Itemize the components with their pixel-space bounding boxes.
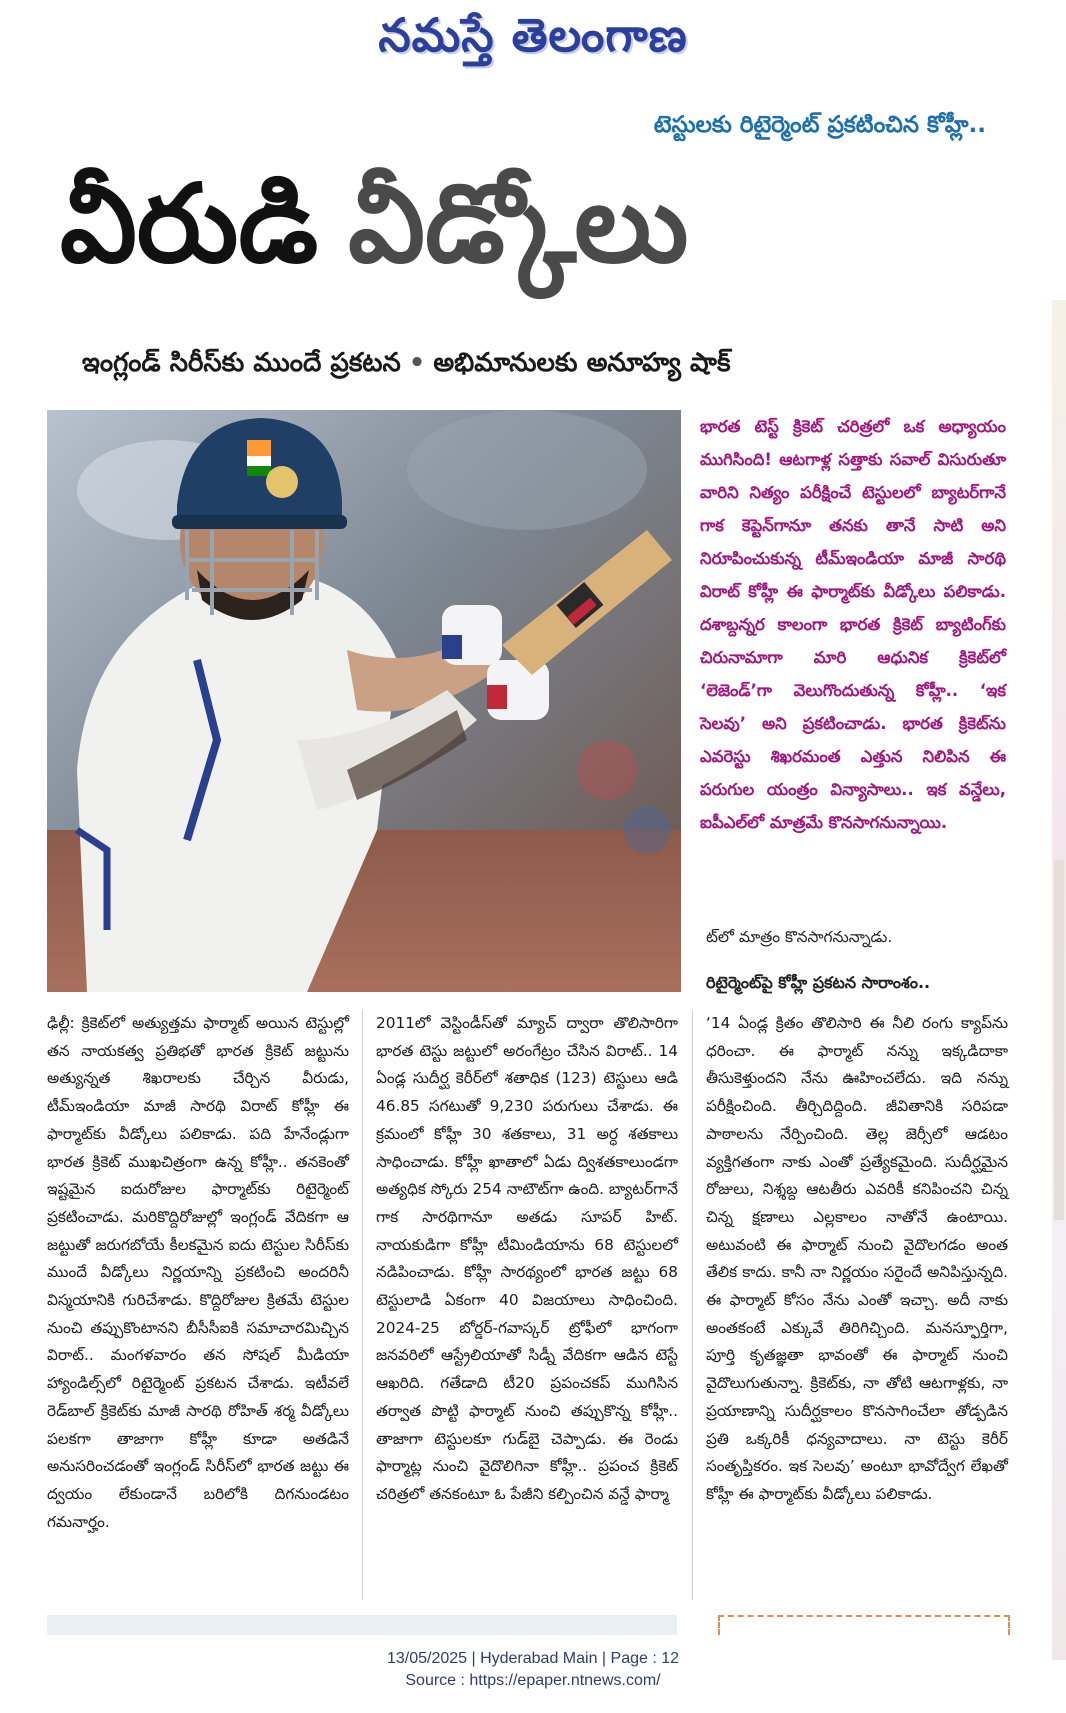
subhead-separator: •: [408, 348, 426, 378]
next-article-box: [718, 1615, 1010, 1635]
newspaper-logo: నమస్తే తెలంగాణ: [378, 8, 688, 62]
footer-date-page: 13/05/2025 | Hyderabad Main | Page : 12: [386, 1650, 680, 1667]
subhead-part-2: అభిమానులకు అనూహ్య షాక్: [433, 348, 731, 378]
subhead-part-1: ఇంగ్లండ్ సిరీస్‌కు ముందే ప్రకటన: [82, 348, 401, 378]
adjacent-page-edge: [1052, 300, 1066, 1660]
paragraph: 2011లో వెస్టిండీస్‌తో మ్యాచ్ ద్వారా తొలిసారిగా భారత టెస్టు జట్టులో అరంగేట్రం చేసిన విరాట్.. 14 ఏండ్ల సుదీర్ఘ కెరీర్‌లో శతాధిక (123) టెస్టులు ఆడి 46.85 సగటుతో 9,230 పరుగులు చేశాడు. ఈ క్రమంలో కోహ్లీ 30 శతకాలు, 31 అర్ధ శతకాలు సాధించాడు. కోహ్లీ ఖాతాలో ఏడు ద్విశతకాలుండగా అత్యధిక స్కోరు 254 నాటౌట్‌గా ఉంది. బ్యాటర్‌గానే గాక సారథిగానూ అతడు సూపర్ హిట్. నాయకుడిగా కోహ్లీ టీమిండియాను 68 టెస్టులలో నడిపించాడు. కోహ్లీ సారథ్యంలో భారత జట్టు 68 టెస్టులాడి ఏకంగా 40 విజయాలు సాధించింది. 2024-25 బోర్డర్-గవాస్కర్ ట్రోఫీలో భాగంగా జనవరిలో ఆస్ట్రేలియాతో సిడ్నీ వేదికగా ఆడిన టెస్టే ఆఖరిది. గతేడాది టీ20 ప్రపంచకప్ ముగిసిన తర్వాత పొట్టి ఫార్మాట్ నుంచి తప్పుకొన్న కోహ్లీ.. తాజాగా టెస్టులకూ గుడ్‌బై చెప్పాడు. ఈ రెండు ఫార్మాట్ల నుంచి వైదొలిగినా కోహ్లీ.. ప్రపంచ క్రికెట్ చరిత్రలో తనకంటూ ఓ పేజీని కల్పించిన వన్డే ఫార్మా: [376, 1014, 678, 1503]
masthead: [0, 0, 1066, 80]
paragraph: ఢిల్లీ: క్రికెట్‌లో అత్యుత్తమ ఫార్మాట్ అయిన టెస్టుల్లో తన నాయకత్వ ప్రతిభతో భారత క్రికెట్ జట్టును అత్యున్నత శిఖరాలకు చేర్చిన వీరుడు, టీమ్ఇండియా మాజీ సారథి విరాట్ కోహ్లీ ఈ ఫార్మాట్‌కు వీడ్కోలు పలికాడు. పది హేనేండ్లుగా భారత క్రికెట్ ముఖచిత్రంగా ఉన్న కోహ్లీ.. తనకెంతో ఇష్టమైన ఐదురోజుల ఫార్మాట్‌కు రిటైర్మెంట్ ప్రకటించాడు. మరికొద్దిరోజుల్లో ఇంగ్లండ్ వేదికగా ఆ జట్టుతో జరుగబోయే కీలకమైన ఐదు టెస్టుల సిరీస్‌కు ముందే వీడ్కోలు నిర్ణయాన్ని ప్రకటించి అందరినీ విస్మయానికి గురిచేశాడు. కొద్దిరోజుల క్రితమే టెస్టుల నుంచి తప్పుకొంటానని బీసీసీఐకి సమాచారమిచ్చిన విరాట్.. మంగళవారం తన సోషల్ మీడియా హ్యాండిల్స్‌లో రిటైర్మెంట్ ప్రకటన చేశాడు. ఇటీవలే రెడ్‌బాల్ క్రికెట్‌కు మాజీ సారథి రోహిత్ శర్మ వీడ్కోలు పలకగా తాజాగా కోహ్లీ కూడా అతడినే అనుసరించడంతో ఇంగ్లండ్ సిరీస్‌లో భారత జట్టు ఈ ద్వయం లేకుండానే బరిలోకి దిగనుండటం గమనార్హం.: [47, 1014, 349, 1531]
paragraph: ‘14 ఏండ్ల క్రితం తొలిసారి ఈ నీలి రంగు క్యాప్‌ను ధరించా. ఈ ఫార్మాట్ నన్ను ఇక్కడిదాకా తీసుకెళ్తుందని నేను ఊహించలేదు. ఇది నన్ను పరీక్షించింది. తీర్చిదిద్దింది. జీవితానికి సరిపడా పాఠాలను నేర్పించింది. తెల్ల జెర్సీలో ఆడటం వ్యక్తిగతంగా నాకు ఎంతో ప్రత్యేకమైంది. సుదీర్ఘమైన రోజులు, నిశ్శబ్ద ఆటతీరు ఎవరికీ కనిపించని చిన్న చిన్న క్షణాలు ఎల్లకాలం నాతోనే ఉంటాయి. అటువంటి ఈ ఫార్మాట్ నుంచి వైదొలగడం అంత తేలిక కాదు. కానీ నా నిర్ణయం సరైందే అనిపిస్తున్నది. ఈ ఫార్మాట్ కోసం నేను ఎంతో ఇచ్చా. అదీ నాకు అంతకంటే ఎక్కువే తిరిగిచ్చింది. మనస్ఫూర్తిగా, పూర్తి కృతజ్ఞతా భావంతో ఈ ఫార్మాట్ నుంచి వైదొలుగుతున్నా. క్రికెట్‌కు, నా తోటి ఆటగాళ్లకు, నా ప్రయాణాన్ని సుదీర్ఘకాలం కొనసాగించేలా తోడ్పడిన ప్రతి ఒక్కరికీ ధన్యవాదాలు. నా టెస్టు కెరీర్ సంతృప్తికరం. ఇక సెలవు’ అంటూ భావోద్వేగ లేఖతో కోహ్లీ ఈ ఫార్మాట్‌కు వీడ్కోలు పలికాడు.: [706, 1014, 1008, 1503]
article-intro: భారత టెస్ట్ క్రికెట్ చరిత్రలో ఒక అధ్యాయం ముగిసింది! ఆటగాళ్ల సత్తాకు సవాల్ విసురుతూ వారిని నిత్యం పరీక్షించే టెస్టులలో బ్యాటర్‌గానే గాక కెప్టెన్‌గానూ తనకు తానే సాటి అని నిరూపించుకున్న టీమ్ఇండియా మాజీ సారథి విరాట్ కోహ్లీ ఈ ఫార్మాట్‌కు వీడ్కోలు పలికాడు. దశాబ్దన్నర కాలంగా భారత క్రికెట్ బ్యాటింగ్‌కు చిరునామాగా మారి ఆధునిక క్రికెట్‌లో ‘లెజెండ్’గా వెలుగొందుతున్న కోహ్లీ.. ‘ఇక సెలవు’ అని ప్రకటించాడు. భారత క్రికెట్‌ను ఎవరెస్టు శిఖరమంత ఎత్తున నిలిపిన ఈ పరుగుల యంత్రం విన్యాసాలు.. ఇక వన్డేలు, ఐపీఎల్‌లో మాత్రమే కొనసాగనున్నాయి.: [700, 417, 1006, 832]
body-column-3: [706, 1010, 1008, 1509]
page-footer: [0, 1648, 1066, 1692]
headline-word-1: వీరుడి: [60, 162, 319, 287]
body-column-1: [47, 1010, 349, 1536]
article-headline: [60, 150, 1010, 310]
cricketer-photo: [47, 410, 681, 992]
footer-source-link[interactable]: Source : https://epaper.ntnews.com/: [405, 1672, 661, 1689]
column-divider: [692, 1010, 693, 1600]
article-subhead: [82, 348, 982, 384]
column-divider: [362, 1010, 363, 1600]
intro-tail-text: ట్‌లో మాత్రం కొనసాగనున్నాడు.: [706, 928, 893, 946]
headline-word-2: వీడ్కోలు: [348, 162, 689, 287]
article-kicker: టెస్టులకు రిటైర్మెంట్ ప్రకటించిన కోహ్లీ..: [653, 112, 986, 138]
body-column-2: [376, 1010, 678, 1509]
section-heading: రిటైర్మెంట్‌పై కోహ్లీ ప్రకటన సారాంశం..: [706, 973, 931, 992]
next-article-strip: [47, 1615, 677, 1635]
